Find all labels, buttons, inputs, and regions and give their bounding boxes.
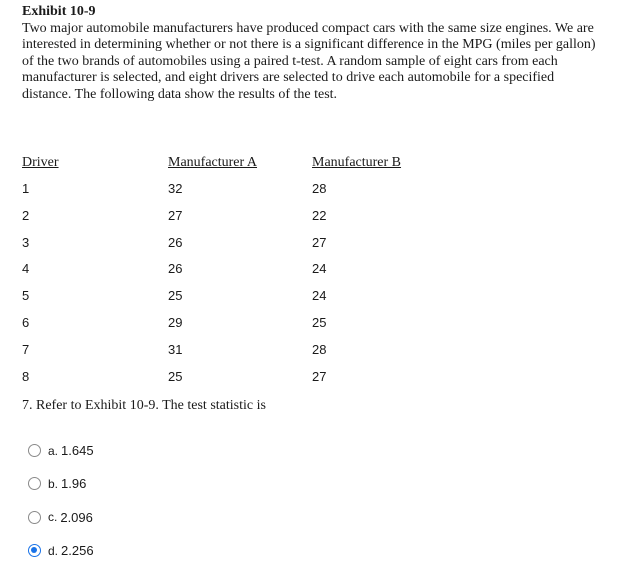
manufacturer-a-cell: 27: [168, 207, 183, 223]
driver-cell: 4: [22, 261, 30, 277]
radio-button-a[interactable]: [28, 444, 41, 457]
manufacturer-b-cell: 28: [312, 181, 327, 196]
table-row: [22, 177, 582, 204]
table-row: [22, 284, 582, 311]
manufacturer-a-cell: 25: [168, 368, 183, 384]
column-header-driver: Driver: [22, 155, 59, 170]
answer-option-d[interactable]: [28, 534, 94, 567]
manufacturer-a-cell: 25: [168, 288, 183, 304]
manufacturer-b-cell: 22: [312, 207, 327, 223]
option-letter: c.: [48, 510, 58, 525]
option-value: 1.645: [61, 443, 94, 459]
manufacturer-b-cell: 28: [312, 341, 327, 357]
data-table: [22, 150, 582, 391]
option-letter: d.: [48, 543, 59, 558]
radio-button-c[interactable]: [28, 511, 41, 524]
manufacturer-a-cell: 26: [168, 261, 183, 277]
manufacturer-b-cell: 25: [312, 314, 327, 330]
radio-button-d-selected[interactable]: [28, 544, 41, 557]
driver-cell: 2: [22, 207, 30, 223]
option-letter: b.: [48, 476, 59, 491]
radio-button-b[interactable]: [28, 477, 41, 490]
table-row: [22, 338, 582, 365]
answer-options: [28, 434, 94, 567]
table-row: [22, 365, 582, 392]
exhibit-title: Exhibit 10-9: [22, 4, 96, 19]
driver-cell: 7: [22, 341, 30, 357]
driver-cell: 5: [22, 288, 30, 304]
driver-cell: 1: [22, 181, 30, 196]
question-text: 7. Refer to Exhibit 10-9. The test statistic is: [22, 398, 266, 413]
answer-option-a[interactable]: [28, 434, 94, 467]
manufacturer-a-cell: 26: [168, 234, 183, 250]
option-letter: a.: [48, 443, 59, 458]
column-header-manufacturer-a: Manufacturer A: [168, 155, 258, 170]
manufacturer-b-cell: 27: [312, 368, 327, 384]
answer-option-c[interactable]: [28, 501, 94, 534]
table-row: [22, 231, 582, 258]
manufacturer-b-cell: 24: [312, 288, 327, 304]
manufacturer-b-cell: 27: [312, 234, 327, 250]
column-header-manufacturer-b: Manufacturer B: [312, 155, 402, 170]
manufacturer-a-cell: 32: [168, 181, 183, 196]
option-value: 2.256: [61, 543, 94, 559]
answer-option-b[interactable]: [28, 467, 94, 500]
manufacturer-a-cell: 31: [168, 341, 183, 357]
manufacturer-a-cell: 29: [168, 314, 183, 330]
exhibit-block: [22, 4, 602, 103]
option-value: 1.96: [61, 476, 87, 492]
table-row: [22, 204, 582, 231]
table-row: [22, 257, 582, 284]
manufacturer-b-cell: 24: [312, 261, 327, 277]
driver-cell: 8: [22, 368, 30, 384]
table-row: [22, 311, 582, 338]
driver-cell: 3: [22, 234, 30, 250]
driver-cell: 6: [22, 314, 30, 330]
exhibit-description: Two major automobile manufacturers have produced compact cars with the same size engines. We are interested in determining whether or not there is a significant difference in the MPG (miles per gallon) of the two brands of automobiles using a paired t-test. A random sample of eight cars from each manufacturer is selected, and eight drivers are selected to drive each automobile for a specified distance. The following data show the results of the test.: [22, 20, 596, 102]
option-value: 2.096: [60, 509, 93, 525]
table-header-row: [22, 150, 582, 177]
